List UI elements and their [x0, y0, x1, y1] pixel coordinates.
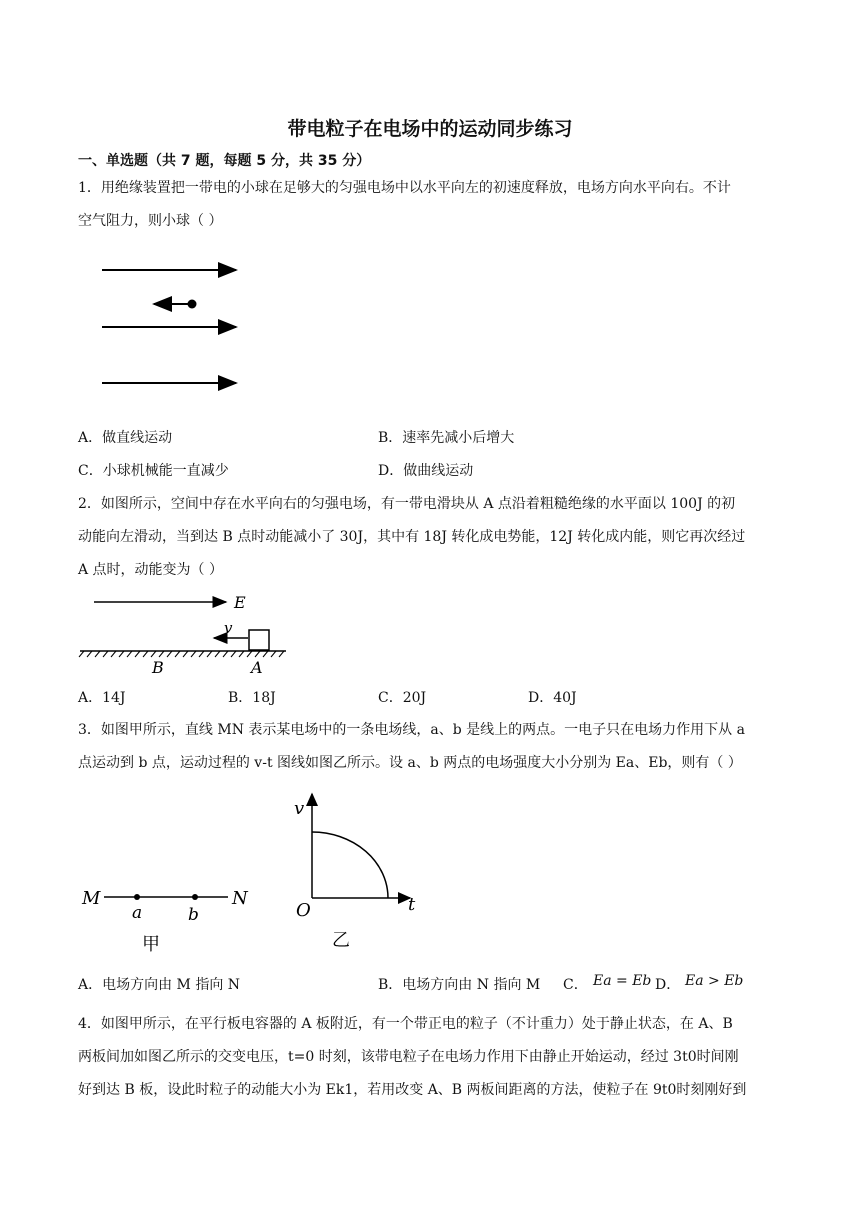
label-v: v: [294, 798, 305, 819]
q2-option-a: A．14J: [78, 690, 126, 706]
q2-option-b: B．18J: [228, 690, 276, 706]
label-t: t: [408, 894, 416, 915]
page-title: 带电粒子在电场中的运动同步练习: [287, 118, 573, 140]
q1-option-c: C．小球机械能一直减少: [78, 463, 229, 479]
label-v: v: [224, 619, 233, 637]
q4-stem-line3: 好到达 B 板，设此时粒子的动能大小为 Ek1，若用改变 A、B 两板间距离的方法，使粒子在 9t0时刻刚好到: [78, 1082, 747, 1098]
label-b: b: [188, 905, 199, 925]
q2-stem-line2: 动能向左滑动，当到达 B 点时动能减小了 30J，其中有 18J 转化成电势能，12J 转化成内能，则它再次经过: [78, 529, 746, 545]
q3-option-b: B．电场方向由 N 指向 M: [378, 977, 541, 993]
section-heading: 一、单选题（共 7 题，每题 5 分，共 35 分）: [78, 153, 371, 169]
q3-option-a: A．电场方向由 M 指向 N: [78, 977, 241, 993]
q2-option-c: C．20J: [378, 690, 427, 706]
q3-option-c-label: C．: [563, 977, 588, 993]
q4-stem-line1: 4．如图甲所示，在平行板电容器的 A 板附近，有一个带正电的粒子（不计重力）处于静止状态，在 A、B: [78, 1016, 733, 1032]
q2-slider-figure: [78, 590, 298, 680]
q3-vt-graph: [290, 790, 440, 950]
q1-option-d: D．做曲线运动: [378, 463, 474, 479]
slider-block: [249, 630, 269, 650]
label-yi: 乙: [332, 930, 350, 951]
q3-field-line-figure: [78, 880, 258, 960]
q1-field-figure: [98, 258, 258, 398]
q3-option-d-formula: Ea > Eb: [685, 973, 744, 989]
q3-stem-line2: 点运动到 b 点，运动过程的 v-t 图线如图乙所示。设 a、b 两点的电场强度大小分别为 Ea、Eb，则有（ ）: [78, 755, 742, 771]
label-b: B: [152, 658, 164, 677]
q2-stem-line3: A 点时，动能变为（ ）: [78, 562, 224, 578]
label-e: E: [234, 593, 246, 612]
label-a: A: [251, 658, 263, 677]
label-jia: 甲: [142, 934, 160, 955]
q1-option-a: A．做直线运动: [78, 430, 173, 446]
q3-option-d-label: D．: [655, 977, 681, 993]
vt-curve: [312, 832, 388, 898]
q2-stem-line1: 2．如图所示，空间中存在水平向右的匀强电场，有一带电滑块从 A 点沿着粗糙绝缘的水平面以 100J 的初: [78, 496, 736, 512]
label-a: a: [132, 903, 143, 923]
label-o: O: [296, 900, 311, 921]
q1-option-b: B．速率先减小后增大: [378, 430, 515, 446]
q4-stem-line2: 两板间加如图乙所示的交变电压，t=0 时刻，该带电粒子在电场力作用下由静止开始运动，经过 3t0时间刚: [78, 1049, 739, 1065]
point-b: [192, 894, 198, 900]
q2-option-d: D．40J: [528, 690, 577, 706]
label-n: N: [232, 888, 248, 909]
q1-stem-line2: 空气阻力，则小球（ ）: [78, 213, 223, 229]
q3-option-c-formula: Ea = Eb: [593, 973, 652, 989]
point-a: [134, 894, 140, 900]
label-m: M: [82, 888, 101, 909]
q3-stem-line1: 3．如图甲所示，直线 MN 表示某电场中的一条电场线，a、b 是线上的两点。一电子只在电场力作用下从 a: [78, 722, 745, 738]
ground-hatch: [79, 651, 284, 657]
q1-stem-line1: 1．用绝缘装置把一带电的小球在足够大的匀强电场中以水平向左的初速度释放，电场方向水平向右。不计: [78, 180, 731, 196]
